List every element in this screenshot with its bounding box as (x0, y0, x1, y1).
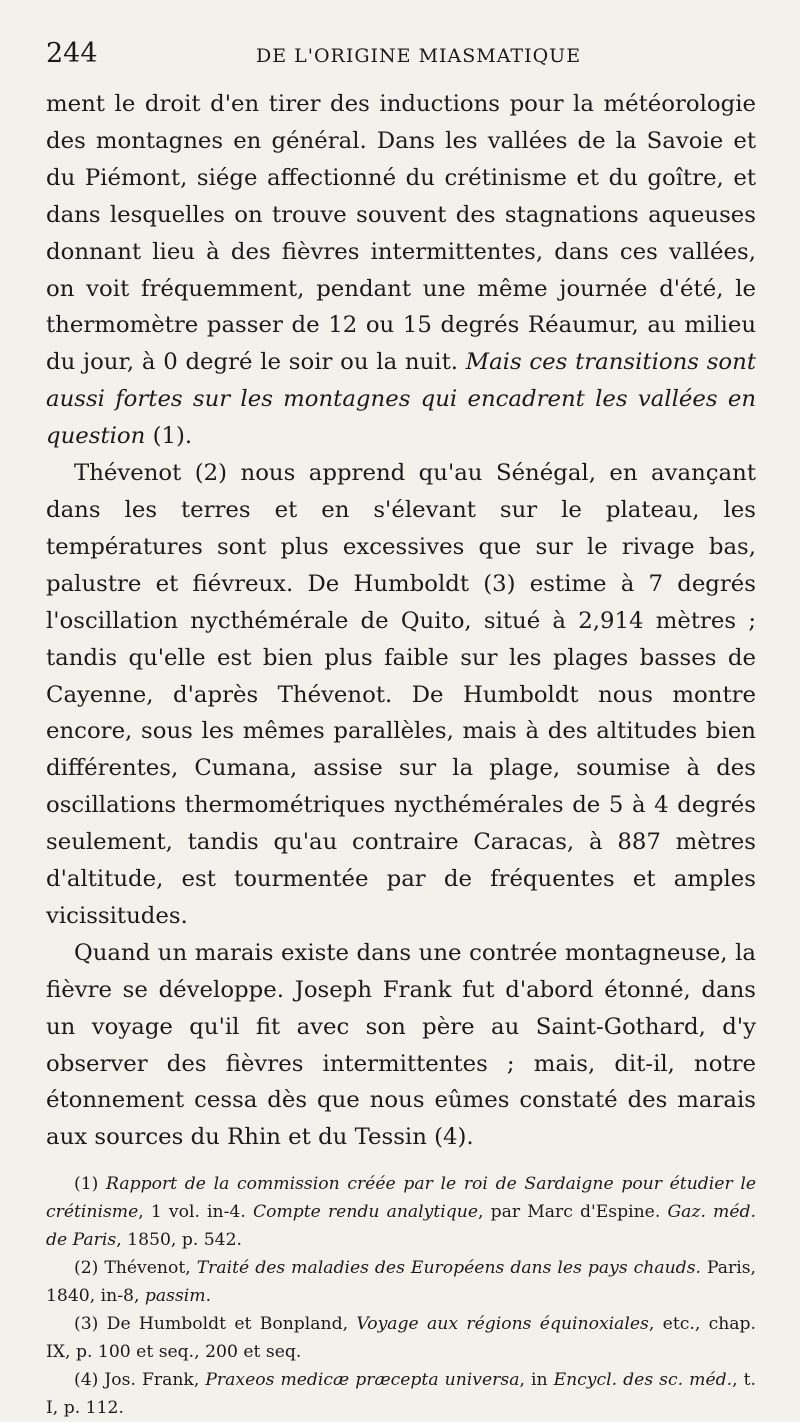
footnote-italic: Compte rendu analytique (252, 1202, 479, 1223)
footnote-italic: Gaz. méd. de Paris (46, 1202, 756, 1251)
footnotes (46, 1170, 756, 1422)
footnote-3 (46, 1310, 756, 1366)
running-header (46, 38, 756, 78)
paragraph-1 (46, 86, 756, 455)
paragraph-text: Thévenot (2) nous apprend qu'au Sénégal, en avançant dans les terres et en s'élevant sur le plateau, les températures sont plus excessives que sur le rivage bas, palustre et fiévreux. De Humboldt (3) estime à 7 degrés l'oscillation nycthémérale de Quito, situé à 2,914 mètres ; tandis qu'elle est bien plus faible sur les plages basses de Cayenne, d'après Thévenot. De Humboldt nous montre encore, sous les mêmes parallèles, mais à des altitudes bien différentes, Cumana, assise sur la plage, soumise à des oscillations thermométriques nycthémérales de 5 à 4 degrés seulement, tandis qu'au contraire Caracas, à 887 mètres d'altitude, est tourmentée par de fréquentes et amples vicissitudes. (46, 460, 756, 929)
paragraph-text: (1). (145, 423, 193, 450)
paragraph-2 (46, 455, 756, 935)
paragraph-text: ment le droit d'en tirer des inductions pour la météorologie des montagnes en général. Dans les vallées de la Savoie et du Piémont, siége affectionné du crétinisme et du goître, et dans lesquelles on trouve souvent des stagnations aqueuses donnant lieu à des fièvres intermittentes, dans ces vallées, on voit fréquemment, pendant une même journée d'été, le thermomètre passer de 12 ou 15 degrés Réaumur, au milieu du jour, à 0 degré le soir ou la nuit. (46, 91, 756, 376)
footnote-text: , 1 vol. in-4. (138, 1202, 253, 1223)
footnote-text: , in (519, 1370, 554, 1391)
footnote-number: (1) (74, 1174, 107, 1195)
running-title: DE L'ORIGINE MIASMATIQUE (256, 45, 582, 67)
footnote-4 (46, 1366, 756, 1422)
footnote-text: , etc., chap. IX, p. 100 et seq., 200 et seq. (46, 1314, 757, 1363)
footnote-number: (4) (74, 1370, 105, 1391)
body-text (46, 86, 756, 1156)
footnote-italic: Praxeos medicæ præcepta universa (205, 1370, 520, 1391)
footnote-italic: passim (144, 1286, 206, 1307)
footnote-text: . (205, 1286, 212, 1307)
footnote-italic: Encycl. des sc. méd. (553, 1370, 733, 1391)
footnote-italic: Voyage aux régions équinoxiales (356, 1314, 649, 1335)
footnote-text: Jos. Frank, (104, 1370, 206, 1391)
italic-text: Mais ces transitions sont aussi fortes sur les montagnes qui encadrent les vallées en question (46, 349, 756, 450)
footnote-1 (46, 1170, 756, 1254)
footnote-text: Thévenot, (104, 1258, 197, 1279)
footnote-italic: Rapport de la commission créée par le roi de Sardaigne pour étudier le crétinisme (46, 1174, 757, 1223)
footnote-number: (3) (74, 1314, 107, 1335)
footnote-text: Paris, 1840, in-8, (46, 1258, 757, 1307)
paragraph-text: Quand un marais existe dans une contrée montagneuse, la fièvre se développe. Joseph Frank fut d'abord étonné, dans un voyage qu'il fit avec son père au Saint-Gothard, d'y observer des fièvres intermittentes ; mais, dit-il, notre étonnement cessa dès que nous eûmes constaté des marais aux sources du Rhin et du Tessin (4). (46, 939, 756, 1151)
footnote-italic: Traité des maladies des Européens dans les pays chauds. (196, 1258, 701, 1279)
page-number: 244 (46, 38, 98, 69)
footnote-text: , t. I, p. 112. (46, 1370, 756, 1419)
paragraph-3 (46, 935, 756, 1156)
footnote-text: , par Marc d'Espine. (478, 1202, 668, 1223)
footnote-text: , 1850, p. 542. (116, 1230, 243, 1251)
footnote-2 (46, 1254, 756, 1310)
footnote-text: De Humboldt et Bonpland, (106, 1314, 357, 1335)
footnote-number: (2) (74, 1258, 105, 1279)
